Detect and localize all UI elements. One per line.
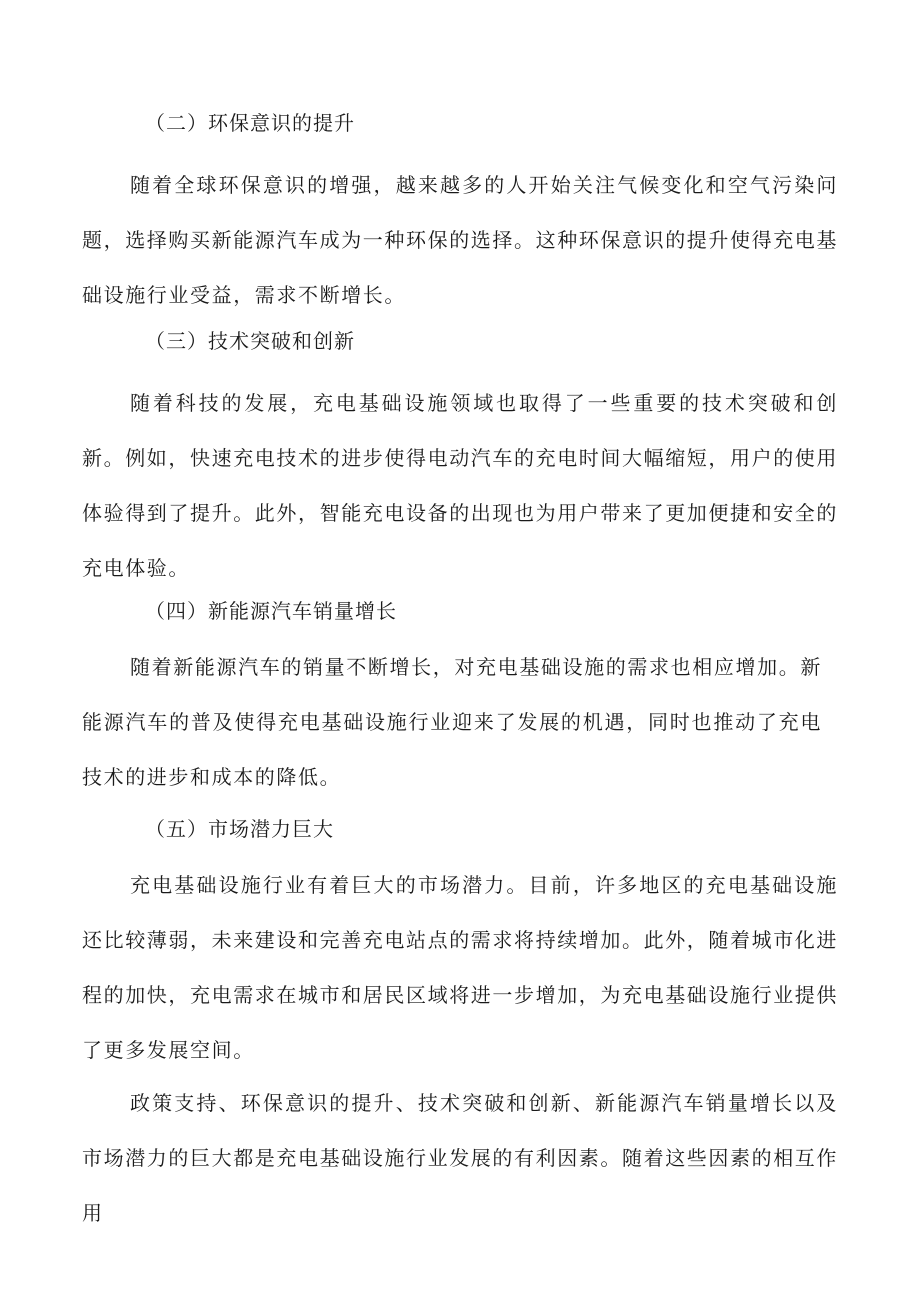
section-paragraph-nev-sales: 随着新能源汽车的销量不断增长，对充电基础设施的需求也相应增加。新能源汽车的普及使得充电基础设施行业迎来了发展的机遇，同时也推动了充电技术的进步和成本的降低。 bbox=[82, 655, 822, 789]
section-heading-tech-breakthrough: （三）技术突破和创新 bbox=[145, 329, 355, 353]
section-heading-market-potential: （五）市场潜力巨大 bbox=[145, 817, 334, 841]
section-paragraph-tech-breakthrough: 随着科技的发展，充电基础设施领域也取得了一些重要的技术突破和创新。例如，快速充电技术的进步使得电动汽车的充电时间大幅缩短，用户的使用体验得到了提升。此外，智能充电设备的出现也为用户带来了更加便捷和安全的充电体验。 bbox=[82, 391, 838, 580]
section-heading-environmental-awareness: （二）环保意识的提升 bbox=[145, 111, 355, 135]
section-paragraph-environmental-awareness: 随着全球环保意识的增强，越来越多的人开始关注气候变化和空气污染问题，选择购买新能源汽车成为一种环保的选择。这种环保意识的提升使得充电基础设施行业受益，需求不断增长。 bbox=[82, 173, 838, 307]
section-paragraph-market-potential: 充电基础设施行业有着巨大的市场潜力。目前，许多地区的充电基础设施还比较薄弱，未来建设和完善充电站点的需求将持续增加。此外，随着城市化进程的加快，充电需求在城市和居民区域将进一步增加，为充电基础设施行业提供了更多发展空间。 bbox=[82, 873, 838, 1062]
section-heading-nev-sales: （四）新能源汽车销量增长 bbox=[145, 599, 397, 623]
closing-paragraph: 政策支持、环保意识的提升、技术突破和创新、新能源汽车销量增长以及市场潜力的巨大都是充电基础设施行业发展的有利因素。随着这些因素的相互作用 bbox=[82, 1091, 838, 1225]
